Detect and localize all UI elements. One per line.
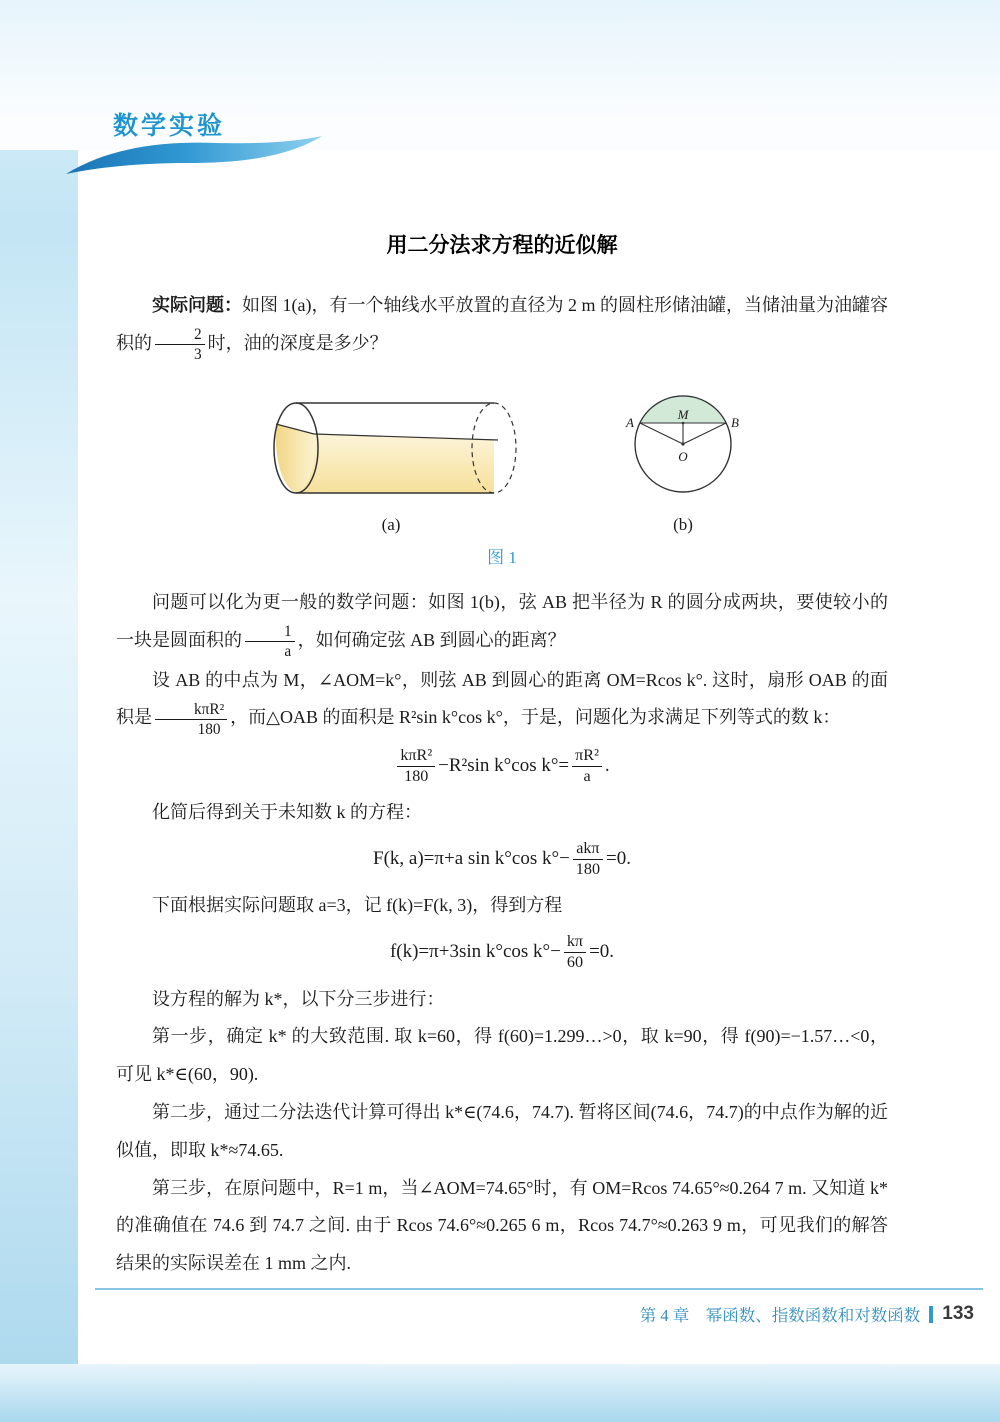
left-blue-strip (0, 0, 78, 1422)
formula-f-equation: f(k)=π+3sin k°cos k°− $\frac{k\pi}{60}$ =0. (116, 932, 888, 973)
paragraph-step-three: 第三步，在原问题中，R=1 m，当∠AOM=74.65°时，有 OM=Rcos 74.65°≈0.264 7 m. 又知道 k* 的准确值在 74.6 到 74.7 之间. 由于 Rcos 74.6°≈0.265 6 m，Rcos 74.7°≈0.263 9 m，可见我们的解答结果的实际误差在 1 mm 之内. (116, 1177, 888, 1274)
fraction: $\frac{k\pi}{60}$ (564, 932, 586, 973)
formula-F-equation: F(k, a)=π+a sin k°cos k°− $\frac{\text{akπ}}{180}$ =0. (116, 839, 888, 880)
footer-page-number: 133 (942, 1303, 974, 1324)
paragraph-step-two: 第二步，通过二分法迭代计算可得出 k*∈(74.6，74.7). 暂将区间(74.6，74.7)的中点作为解的近似值，即取 k*≈74.65. (116, 1101, 888, 1160)
paragraph-generalization: 问题可以化为更一般的数学问题：如图 1(b)，弦 AB 把半径为 R 的圆分成两块，要使较小的一块是圆面积的 $\frac{1}{a}$ ，如何确定弦 AB 到圆心的距离？ (116, 592, 888, 661)
footer-chapter-title: 第 4 章 幂函数、指数函数和对数函数 (639, 1306, 921, 1325)
label-A: A (626, 415, 634, 431)
page-title: 用二分法求方程的近似解 (386, 234, 618, 257)
page-content (78, 150, 1000, 1283)
footer (640, 1302, 974, 1326)
figure-a (246, 394, 536, 535)
center-dot (681, 443, 684, 446)
figure-row (116, 380, 888, 535)
paragraph-text: 时，油的深度是多少？ (207, 332, 388, 353)
cylinder-tank-figure (246, 394, 536, 506)
paragraph-step-one: 第一步，确定 k* 的大致范围. 取 k=60，得 f(60)=1.299…>0，取 k=90，得 f(90)=−1.57…<0，可见 k*∈(60，90). (116, 1026, 888, 1085)
circle-chord-figure (608, 380, 758, 506)
formula-sector-equation: $\frac{\text{kπR²}}{180}$ −R²sin k°cos k°= $\frac{\text{πR²}}{a}$ . (116, 746, 888, 787)
paragraph-simplify: 化简后得到关于未知数 k 的方程： (152, 802, 422, 823)
midpoint-dot (682, 422, 685, 425)
fraction: $\frac{\text{akπ}}{180}$ (573, 839, 603, 880)
fraction-two-thirds: $\frac{2}{3}$ (155, 325, 205, 364)
figure-a-label: (a) (381, 515, 401, 535)
paragraph-take-a3: 下面根据实际问题取 a=3，记 f(k)=F(k, 3)，得到方程 (152, 895, 563, 916)
figure-b (608, 380, 758, 535)
paragraph-lead: 实际问题： (152, 295, 243, 315)
label-M: M (677, 407, 689, 423)
paragraph-problem (116, 287, 888, 364)
fraction: $\frac{\text{πR²}}{a}$ (572, 746, 602, 787)
paragraph-three-steps: 设方程的解为 k*，以下分三步进行： (152, 988, 445, 1009)
label-B: B (731, 415, 739, 431)
paragraph-setup: 设 AB 的中点为 M，∠AOM=k°，则弦 AB 到圆心的距离 OM=Rcos k°. 这时，扇形 OAB 的面积是 $\frac{\text{kπR²}}{180}$ ，而△OAB 的面积是 R²sin k°cos k°，于是，问题化为求满足下列等式的数 k： (116, 669, 888, 738)
figure-b-label: (b) (673, 515, 693, 535)
fraction: $\frac{\text{kπR²}}{180}$ (397, 746, 435, 787)
bottom-blue-band (0, 1364, 1000, 1422)
fraction-one-over-a: $\frac{1}{a}$ (245, 622, 295, 661)
fraction-sector-area: $\frac{\text{kπR²}}{180}$ (155, 700, 227, 739)
section-badge: 数学实验 (113, 112, 226, 140)
footer-divider (95, 1288, 983, 1290)
label-O: O (678, 449, 688, 465)
figure-caption: 图 1 (487, 548, 517, 568)
paragraph-text: 如图 1(a)，有一个轴线水平放置的直径为 2 m 的圆柱形储油罐，当储油量为油罐容积的 (116, 295, 889, 353)
footer-page-bar (929, 1306, 933, 1323)
